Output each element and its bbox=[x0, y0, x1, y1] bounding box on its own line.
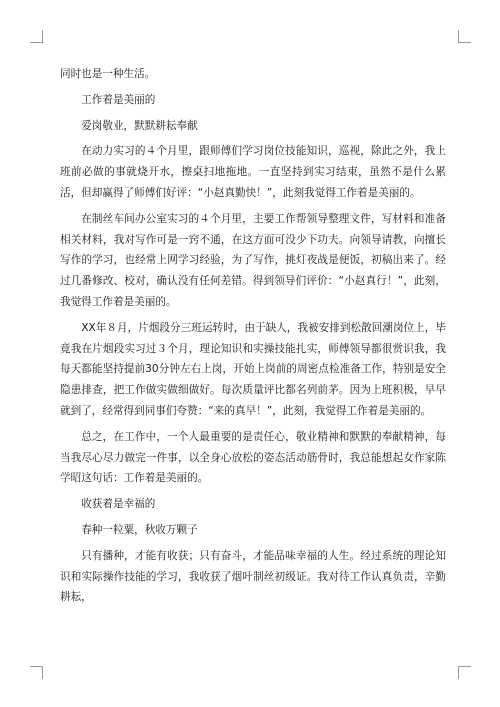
paragraph: 在制丝车间办公室实习的４个月里，主要工作帮领导整理文件，写材料和准备相关材料，我对写作可是一窍不通，在这方面可没少下功夫。向领导请教，向擅长写作的学习，也经常上网学习经验，为了写作，挑灯夜战是便饭，初稿出来了。经过几番修改、校对，确认没有任何差错。得到领导们评价：“小赵真行！”，此刻，我觉得工作着是美丽的。 bbox=[60, 212, 446, 308]
crop-mark-bottom-left bbox=[30, 666, 43, 679]
crop-mark-top-left bbox=[30, 30, 43, 43]
crop-mark-bottom-right bbox=[458, 666, 471, 679]
paragraph: 只有播种，才能有收获；只有奋斗，才能品味幸福的人生。经过系统的理论知识和实际操作技能的学习，我收获了烟叶制丝初级证。我对待工作认真负责，辛勤耕耘， bbox=[60, 549, 446, 604]
subsection-heading: 爱岗敬业，默默耕耘奉献 bbox=[81, 119, 198, 132]
paragraph: 在动力实习的４个月里，跟师傅们学习岗位技能知识，巡视，除此之外，我上班前必做的事就烧开水，擦桌扫地拖地。一直坚持到实习结束，虽然不是什么累活，但却赢得了师傅们好评：“小赵真勤快！”，此刻我觉得工作着是美丽的。 bbox=[60, 145, 446, 199]
paragraph: XX年８月，片烟段分三班运转时，由于缺人，我被安排到松散回潮岗位上，毕竟我在片烟段实习过３个月，理论知识和实操技能扎实，师傅领导都很赏识我，我每天都能坚持提前30分钟左右上岗，开始上岗前的周密点检准备工作，特别是安全隐患排查，把工作做实做细做好。每次质量评比都名列前茅。因为上班积极，早早就到了，经常得到同事们夸赞：“来的真早！”，此刻，我觉得工作着是美丽的。 bbox=[60, 321, 446, 417]
document-body bbox=[60, 64, 446, 608]
paragraph: 总之，在工作中，一个人最重要的是责任心，敬业精神和默默的奉献精神，每当我尽心尽力做完一件事，以全身心放松的姿态活动筋骨时，我总能想起女作家陈学昭这句话：工作着是美丽的。 bbox=[60, 430, 446, 485]
section-heading: 收获着是幸福的 bbox=[81, 498, 156, 511]
subsection-heading: 春种一粒粟，秋收万颗子 bbox=[81, 523, 198, 536]
paragraph: 同时也是一种生活。 bbox=[60, 68, 156, 80]
crop-mark-top-right bbox=[458, 30, 471, 43]
section-heading: 工作着是美丽的 bbox=[81, 93, 156, 106]
